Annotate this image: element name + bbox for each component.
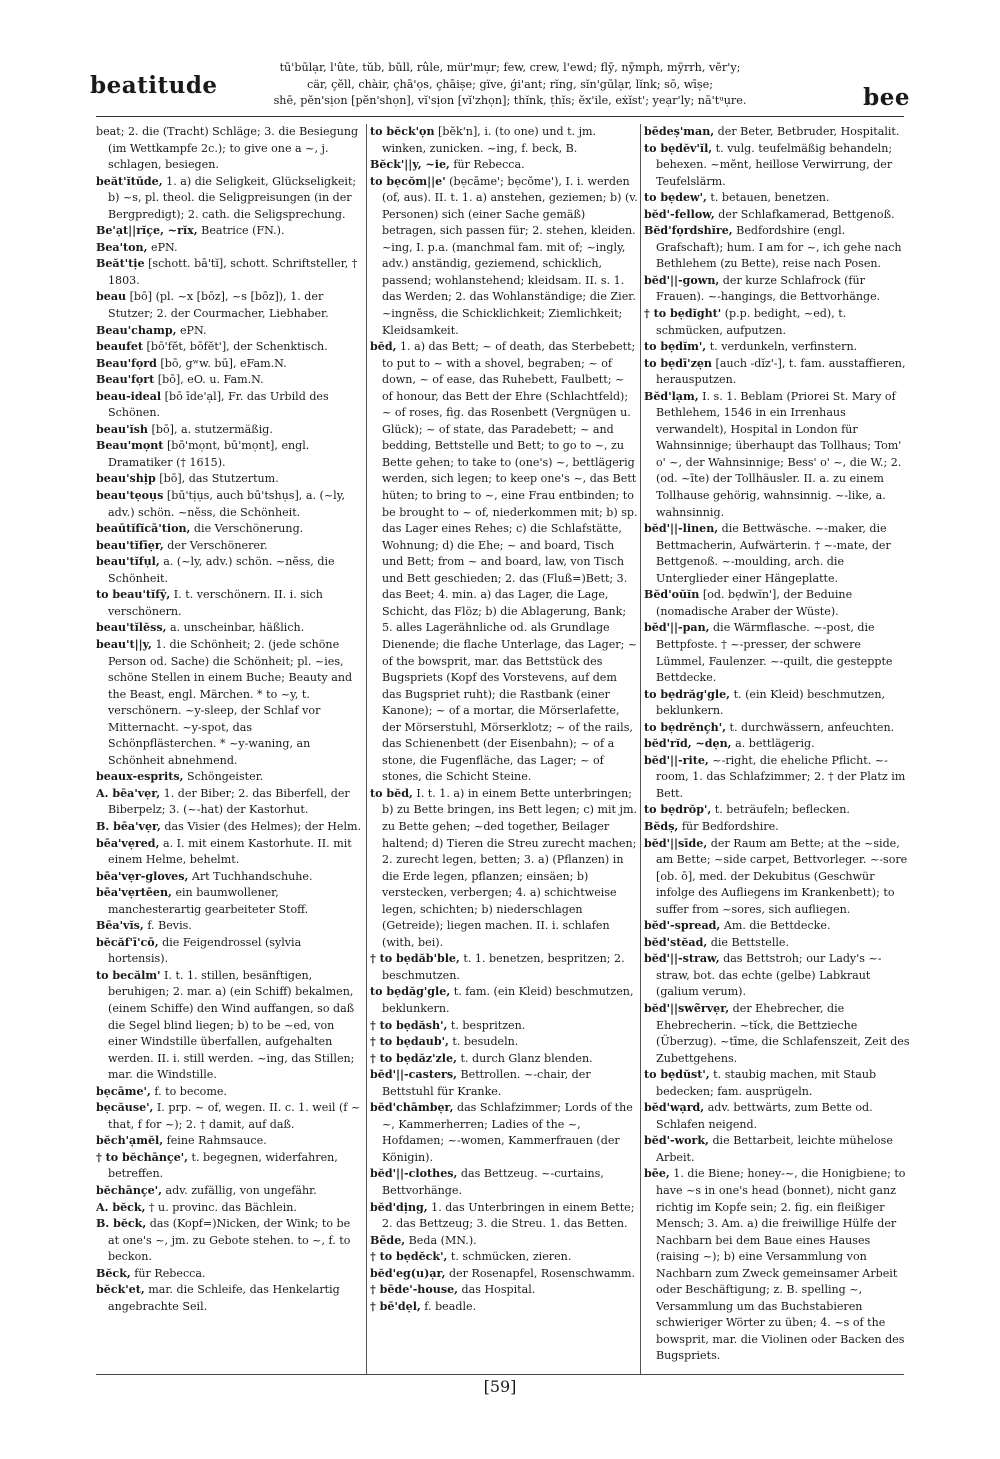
entry-definition: ~-right, die eheliche Pflicht. ~-room, 1. das Schlafzimmer; 2. † der Platz im Bett. [656, 753, 906, 800]
entry-definition: (p.p. bedight, ~ed), t. schmücken, aufputzen. [656, 307, 847, 337]
dictionary-entry [370, 786, 638, 951]
entry-headword: bĕd'rĭd, ~dẹn, [644, 737, 732, 751]
entry-definition: [bō, gʷw. bū], eFam.N. [156, 356, 287, 370]
entry-headword: † to bẹdaub', [370, 1035, 449, 1049]
entry-definition: der Verschönerer. [163, 538, 268, 552]
dictionary-entry [96, 1200, 364, 1217]
dictionary-entry [370, 1034, 638, 1051]
dictionary-entry [644, 190, 912, 207]
entry-headword: bĕd'chāmbẹr, [370, 1101, 454, 1115]
entry-definition: t. 1. benetzen, bespritzen; 2. beschmutzen. [382, 952, 625, 982]
entry-headword: Beăt'tịe [96, 257, 145, 271]
entry-definition: t. beträufeln; beflecken. [711, 803, 850, 817]
entry-headword: to bĕd, [370, 786, 413, 800]
entry-definition: [bō'fĕt, bōfĕt'], der Schenktisch. [143, 340, 328, 354]
entry-headword: beau'tẹoụs [96, 489, 164, 503]
column-divider [366, 124, 367, 1374]
entry-headword: bĕd'-spread, [644, 919, 721, 933]
dictionary-entry [370, 174, 638, 339]
dictionary-entry [96, 1266, 364, 1283]
entry-headword: bẹcāme', [96, 1084, 151, 1098]
entry-definition: ein baumwollener, manchesterartig gearbeiteter Stoff. [108, 886, 309, 916]
dictionary-entry [96, 471, 364, 488]
dictionary-entry [96, 1150, 364, 1183]
dictionary-entry [370, 1051, 638, 1068]
left-guide-word: beatitude [90, 72, 218, 99]
dictionary-entry [96, 1282, 364, 1315]
entry-definition: a. unscheinbar, häßlich. [166, 621, 305, 635]
column-left [96, 124, 364, 1369]
entry-definition: 1. a) die Seligkeit, Glückseligkeit; b) ~s, pl. theol. die Seligpreisungen (in der Bergpredigt); 2. cath. die Seligsprechung. [108, 174, 357, 221]
entry-headword: bĕd'||-linen, [644, 522, 719, 536]
entry-headword: B. bēa'vẹr, [96, 819, 161, 833]
entry-headword: † to bẹdĕck', [370, 1250, 448, 1264]
dictionary-entry [96, 869, 364, 886]
dictionary-entry [96, 422, 364, 439]
dictionary-entry [96, 769, 364, 786]
entry-definition: die Bettwäsche. ~-maker, die Bettmacherin, Aufwärterin. † ~-mate, der Bettgenoß. ~-moulding, arch. die Unterglieder einer Hängeplatte. [656, 522, 891, 585]
entry-definition: Am. die Bettdecke. [720, 919, 831, 933]
dictionary-entry [644, 389, 912, 521]
entry-headword: beau'ĭsh [96, 422, 148, 436]
entry-headword: Be'ạt||rĭçe, ~rĭx, [96, 224, 198, 238]
dictionary-entry [370, 1166, 638, 1199]
entry-definition: [bō īde'ạl], Fr. das Urbild des Schönen. [108, 389, 329, 420]
dictionary-entry [96, 1183, 364, 1200]
dictionary-entry [644, 1166, 912, 1365]
dictionary-entry [370, 157, 638, 174]
dictionary-entry [96, 1084, 364, 1101]
entry-definition: I. s. 1. Beblam (Priorei St. Mary of Bethlehem, 1546 in ein Irrenhaus verwandelt), Hospital in London für Wahnsinnige; überhaupt das Tollhaus; Tom' o' ~, der Wahnsinnige; Bess' o' ~, die W.; 2. (od. ~īte) der Tollhäusler. II. a. zu einem Tollhause gehörig, wahnsinnig. ~-like, a. wahnsinnig. [656, 389, 902, 519]
entry-headword: Bēa'vĭs, [96, 919, 144, 933]
dictionary-entry [644, 819, 912, 836]
entry-definition: das Bettzeug. ~-curtains, Bettvorhänge. [382, 1167, 604, 1197]
entry-headword: bĕd'-fellow, [644, 207, 715, 221]
entry-definition: t. vulg. teufelmäßig behandeln; behexen. ~mĕnt, heillose Verwirrung, der Teufelslärm. [656, 141, 893, 188]
entry-headword: Beau'champ, [96, 323, 177, 337]
dictionary-entry [96, 1216, 364, 1266]
entry-headword: Bĕd'fọrdshĭre, [644, 224, 733, 238]
dictionary-entry [644, 124, 912, 141]
dictionary-entry [370, 1233, 638, 1250]
dictionary-entry [644, 1133, 912, 1166]
entry-headword: to bẹcŏm||e' [370, 174, 446, 188]
entry-definition: [bō'mọnt, bū'mọnt], engl. Dramatiker († 1615). [108, 439, 310, 469]
dictionary-entry [370, 1266, 638, 1283]
dictionary-entry [644, 207, 912, 224]
dictionary-entry [370, 1100, 638, 1166]
dictionary-entry [644, 753, 912, 803]
dictionary-entry [96, 521, 364, 538]
entry-headword: to becălm' [96, 968, 161, 982]
entry-definition: Bedfordshire (engl. Grafschaft); hum. I am for ~, ich gehe nach Bethlehem (zu Bette), reise nach Posen. [656, 224, 902, 271]
entry-definition: I. t. 1. stillen, besänftigen, beruhigen; 2. mar. a) (ein Schiff) bekalmen, (einem Schiffe) den Wind auffangen, so daß die Segel blind liegen; b) to be ~ed, von einer Windstille überfallen, aufgehalten werden. II. i. still werden. ~ing, das Stillen; mar. die Windstille. [108, 968, 355, 1082]
entry-definition: der Schlafkamerad, Bettgenoß. [714, 207, 895, 221]
pronunciation-key-line: tū'būlạr, l'ûte, tŭb, bŭll, rûle, mür'mụr; few, crew, l'ewd; flȳ, nȳmph, mỹrrh, vĕr'y; [279, 61, 741, 74]
dictionary-entry [370, 984, 638, 1017]
dictionary-entry [370, 1067, 638, 1100]
entry-headword: to bẹdrăg'gle, [644, 687, 731, 701]
dictionary-entry [644, 951, 912, 1001]
entry-definition: beat; 2. die (Tracht) Schläge; 3. die Besiegung (im Wettkampfe 2c.); to give one a ~, j. schlagen, besiegen. [96, 125, 359, 172]
dictionary-entry [96, 620, 364, 637]
dictionary-entry [370, 1200, 638, 1233]
dictionary-entry [96, 389, 364, 422]
entry-definition: der Beter, Betbruder, Hospitalit. [714, 125, 900, 138]
dictionary-entry [96, 256, 364, 289]
entry-headword: Bea'ton, [96, 240, 148, 254]
dictionary-entry [96, 836, 364, 869]
entry-headword: beaufet [96, 340, 144, 354]
entry-definition: [schott. bā'tĭ], schott. Schriftsteller, † 1803. [108, 257, 358, 287]
entry-headword: bĕchānçe', [96, 1184, 162, 1197]
dictionary-entry [644, 521, 912, 587]
entry-headword: to bẹdŭst', [644, 1068, 710, 1082]
entry-headword: A. bēa'vẹr, [96, 786, 161, 800]
entry-definition: 1. das Unterbringen in einem Bette; 2. das Bettzeug; 3. die Streu. 1. das Betten. [382, 1200, 635, 1231]
entry-definition: [bō], a. stutzermäßig. [148, 422, 273, 436]
entry-definition: [od. bẹdwĭn'], der Beduine (nomadische Araber der Wüste). [656, 588, 853, 618]
entry-headword: A. bĕck, [96, 1200, 146, 1214]
dictionary-entry [96, 918, 364, 935]
entry-headword: to bĕck'ọn [370, 125, 435, 138]
entry-definition: [bĕk'n], i. (to one) und t. jm. winken, zunicken. ~ing, f. beck, B. [382, 125, 597, 155]
entry-definition: die Verschönerung. [190, 522, 304, 536]
entry-headword: Beau'fọrd [96, 356, 157, 370]
entry-headword: bĕd'||-casters, [370, 1068, 457, 1082]
entry-headword: † bēde'-house, [370, 1283, 458, 1297]
entry-headword: † to bẹdăsh', [370, 1018, 448, 1032]
dictionary-entry [644, 339, 912, 356]
dictionary-entry [644, 141, 912, 191]
entry-definition: 1. der Biber; 2. das Biberfell, der Biberpelz; 3. (~-hat) der Kastorhut. [108, 786, 350, 817]
entry-definition: a. (~ly, adv.) schön. ~nĕss, die Schönheit. [108, 555, 335, 585]
entry-definition: feine Rahmsauce. [163, 1134, 267, 1148]
entry-definition: t. schmücken, zieren. [447, 1250, 572, 1264]
entry-headword: bĕck'et, [96, 1283, 145, 1297]
entry-headword: Bĕck'||y, ~ie, [370, 158, 450, 172]
column-right [644, 124, 912, 1369]
entry-headword: to bẹdĭm', [644, 340, 707, 354]
entry-definition: das Schlafzimmer; Lords of the ~, Kammerherren; Ladies of the ~, Hofdamen; ~-women, Kammerfrauen (der Königin). [382, 1101, 633, 1164]
entry-definition: t. betauen, benetzen. [706, 191, 830, 205]
entry-headword: bĕd'||-pan, [644, 621, 710, 635]
dictionary-entry [370, 1282, 638, 1299]
entry-headword: beaux-esprits, [96, 770, 184, 784]
dictionary-entry [96, 885, 364, 918]
entry-headword: to bẹdrŏp', [644, 803, 712, 817]
entry-definition: Art Tuchhandschuhe. [188, 869, 313, 883]
entry-headword: beau [96, 290, 127, 304]
entry-definition: der Rosenapfel, Rosenschwamm. [445, 1266, 636, 1280]
dictionary-entry [644, 736, 912, 753]
dictionary-entry [644, 620, 912, 686]
dictionary-entry [644, 1100, 912, 1133]
dictionary-entry [644, 1001, 912, 1067]
entry-headword: beau'tĭfụl, [96, 555, 160, 569]
dictionary-entry [644, 1067, 912, 1100]
pronunciation-key-line: cär, çĕll, chàir, çhā'ọs, çhāiṣe; gïve, ǵi'ant; rĭng, sĭn'gūlạr, lĭnk; sō, wīṣe; [307, 78, 713, 91]
dictionary-entry [370, 1249, 638, 1266]
entry-headword: bĕd'||-rite, [644, 753, 709, 767]
entry-headword: bēa'vẹrtēen, [96, 886, 172, 900]
dictionary-entry [96, 372, 364, 389]
entry-definition: für Rebecca. [449, 158, 525, 172]
dictionary-entry [370, 1299, 638, 1316]
entry-definition: das (Kopf=)Nicken, der Wink; to be at one's ~, jm. zu Gebote stehen. to ~, f. to beckon. [108, 1217, 351, 1264]
entry-headword: bĕd'-work, [644, 1134, 709, 1148]
entry-headword: bĕcăf'ī'cō, [96, 935, 159, 949]
entry-definition: Bettrollen. ~-chair, der Bettstuhl für Kranke. [382, 1068, 591, 1098]
header-rule [96, 116, 904, 117]
dictionary-entry [96, 554, 364, 587]
entry-definition: das Bettstroh; our Lady's ~-straw, bot. das echte (gelbe) Labkraut (galium verum). [656, 952, 882, 999]
entry-headword: bĕd'||-gown, [644, 273, 720, 287]
entry-definition: † u. provinc. das Bächlein. [145, 1200, 297, 1214]
entry-definition: t. staubig machen, mit Staub bedecken; fam. ausprügeln. [656, 1068, 877, 1098]
column-middle [370, 124, 638, 1369]
entry-definition: für Rebecca. [130, 1266, 206, 1280]
entry-definition: a. bettlägerig. [731, 737, 815, 751]
entry-headword: bĕch'ạmĕl, [96, 1134, 164, 1148]
entry-definition: adv. bettwärts, zum Bette od. Schlafen neigend. [656, 1101, 873, 1131]
dictionary-entry [96, 587, 364, 620]
entry-definition: mar. die Schleife, das Henkelartig angebrachte Seil. [108, 1283, 340, 1313]
entry-headword: beau'tĭlĕss, [96, 621, 167, 635]
entry-headword: to bẹdew', [644, 191, 707, 205]
entry-headword: bĕd'wạrd, [644, 1101, 705, 1115]
dictionary-entry [96, 637, 364, 769]
entry-definition: (bẹcāme'; bẹcŏme'), I. i. werden (of, aus). II. t. 1. a) anstehen, geziemen; b) (v. Personen) sich (einer Sache gemäß) betragen, sich passen für; 2. stehen, kleiden. ~ing, I. p.a. (manchmal fam. mit of; ~ingly, adv.) anständig, geziemend, schicklich, passend; wohlanstehend; kleidsam. II. s. 1. das Werden; 2. das Wohlanständige; die Zier. ~ingnĕss, die Schicklichkeit; Ziemlichkeit; Kleidsamkeit. [382, 174, 638, 337]
entry-definition: der Raum am Bette; at the ~side, am Bette; ~side carpet, Bettvorleger. ~-sore [ob. ō], med. der Dekubitus (Geschwür infolge des Aufliegens im Krankenbett); to suffer from ~sores, sich aufliegen. [656, 836, 908, 916]
entry-headword: beaūtĭfĭcā'tion, [96, 522, 191, 536]
entry-headword: bĕd, [370, 340, 397, 354]
dictionary-entry [96, 1133, 364, 1150]
entry-definition: adv. zufällig, von ungefähr. [161, 1184, 317, 1197]
entry-headword: beau'shịp [96, 472, 156, 486]
entry-definition: der Ehebrecher, die Ehebrecherin. ~tĭck, die Bettzieche (Überzug). ~tīme, die Schlafenszeit, Zeit des Zubettgehens. [656, 1001, 910, 1065]
entry-headword: Beau'fọrt [96, 373, 155, 387]
dictionary-entry [96, 786, 364, 819]
dictionary-entry [644, 802, 912, 819]
entry-definition: f. to become. [150, 1084, 227, 1098]
entry-definition: 1. die Schönheit; 2. (jede schöne Person od. Sache) die Schönheit; pl. ~ies, schöne Stellen in einem Buche; Beauty and the Beast, engl. Märchen. * to ~y, t. verschönern. ~y-sleep, der Schlaf vor Mitternacht. ~y-spot, das Schönpflästerchen. * ~y-waning, an Schönheit abnehmend. [108, 637, 353, 767]
footer-rule [96, 1374, 904, 1375]
entry-headword: beau'tĭfīẹr, [96, 538, 164, 552]
entry-definition: t. fam. (ein Kleid) beschmutzen, beklunkern. [382, 985, 634, 1015]
entry-definition: [auch -dĭz'-], t. fam. ausstaffieren, herausputzen. [656, 356, 906, 387]
right-guide-word: bee [863, 84, 910, 111]
entry-definition: das Hospital. [458, 1283, 536, 1297]
entry-headword: bĕd'stĕad, [644, 935, 708, 949]
entry-definition: die Wärmflasche. ~-post, die Bettpfoste. † ~-presser, der schwere Lümmel, Faulenzer. ~-quilt, die gesteppte Bettdecke. [656, 621, 893, 685]
pronunciation-key-line: shē, pĕn'sịon [pĕn'shọn], vĭ'sịon [vĭ'zhọn]; thĭnk, ṭhĭs; ĕx'ile, eẋĭst'; yeạr'ly; nā'tᵘụre. [273, 94, 747, 107]
dictionary-entry [370, 1018, 638, 1035]
dictionary-entry [644, 356, 912, 389]
entry-headword: † to bẹdĭght' [644, 307, 722, 321]
entry-definition: t. (ein Kleid) beschmutzen, beklunkern. [656, 687, 886, 718]
entry-headword: bĕd'eg(u)ạr, [370, 1266, 446, 1280]
entry-definition: f. beadle. [420, 1299, 477, 1313]
entry-definition: I. prp. ~ of, wegen. II. c. 1. weil (f ~ that, f for ~); 2. † damit, auf daß. [108, 1101, 361, 1131]
entry-headword: bĕd'||swẽrvẹr, [644, 1001, 730, 1015]
dictionary-entry [644, 720, 912, 737]
dictionary-entry [644, 273, 912, 306]
entry-headword: Bĕdṣ, [644, 819, 679, 833]
entry-definition: die Bettarbeit, leichte mühelose Arbeit. [656, 1134, 893, 1164]
dictionary-entry [96, 356, 364, 373]
entry-headword: bĕd'||-straw, [644, 952, 720, 966]
entry-headword: bēa'vẹr-gloves, [96, 869, 189, 883]
entry-headword: bĕd'dịng, [370, 1200, 428, 1214]
entry-headword: Bĕck, [96, 1266, 131, 1280]
entry-headword: Beau'mọnt [96, 439, 164, 453]
entry-definition: ePN. [176, 323, 207, 337]
entry-headword: † bē'dẹl, [370, 1299, 421, 1313]
entry-headword: † to bĕchānçe', [96, 1150, 189, 1164]
entry-headword: beau't||y, [96, 637, 152, 651]
entry-definition: das Visier (des Helmes); der Helm. [160, 819, 362, 833]
entry-definition: t. begegnen, widerfahren, betreffen. [108, 1150, 338, 1181]
dictionary-entry [96, 488, 364, 521]
entry-headword: † to bẹdăz'zle, [370, 1051, 457, 1065]
dictionary-entry [96, 124, 364, 174]
dictionary-entry [644, 935, 912, 952]
entry-definition: Beatrice (FN.). [197, 224, 285, 238]
entry-headword: B. bĕck, [96, 1217, 147, 1231]
entry-headword: to bẹdăg'gle, [370, 985, 451, 999]
entry-definition: I. t. verschönern. II. i. sich verschönern. [108, 588, 323, 618]
entry-headword: bēe, [644, 1167, 670, 1181]
dictionary-entry [644, 306, 912, 339]
entry-headword: to beau'tĭfȳ, [96, 588, 171, 602]
entry-headword: bēa'vẹred, [96, 836, 160, 850]
entry-headword: Bēde, [370, 1233, 406, 1247]
dictionary-entry [96, 819, 364, 836]
dictionary-entry [96, 174, 364, 224]
entry-headword: to bẹdĕv'ĭl, [644, 141, 713, 155]
entry-definition: 1. die Biene; honey-~, die Honigbiene; to have ~s in one's head (bonnet), nicht ganz richtig im Kopfe sein; 2. fig. ein fleißiger Mensch; 3. Am. a) die freiwillige Hülfe der Nachbarn bei dem Baue eines Hauses (raising ~); b) eine Versammlung von Nachbarn zum Zweck gemeinsamer Arbeit oder Beschäftigung; z. B. spelling ~, Versammlung um das Buchstabieren schwieriger Wörter zu üben; 4. ~s of the bowsprit, mar. die Violinen oder Backen des Bugspriets. [656, 1167, 906, 1363]
entry-headword: bĕd'||-clothes, [370, 1167, 458, 1181]
entry-definition: die Bettstelle. [707, 935, 790, 949]
entry-definition: Beda (MN.). [405, 1233, 477, 1247]
entry-headword: Bĕd'oŭĭn [644, 588, 700, 602]
entry-definition: [bō], das Stutzertum. [155, 472, 279, 486]
dictionary-entry [96, 339, 364, 356]
column-divider [640, 124, 641, 1374]
entry-definition: [bō] (pl. ~x [bōz], ~s [bōz]), 1. der Stutzer; 2. der Courmacher, Liebhaber. [108, 290, 329, 321]
entry-definition: I. t. 1. a) in einem Bette unterbringen; b) zu Bette bringen, ins Bett legen; c) mit jm. zu Bette gehen; ~ded together, Beilager haltend; d) Tieren die Streu zurecht machen; 2. zurecht legen, betten; 3. a) (Pflanzen) in die Erde legen, pflanzen; einsäen; b) verstecken, verbergen; 4. a) schichtweise legen, schichten; b) niederschlagen (Getreide); liegen machen. II. i. schlafen (with, bei). [382, 786, 638, 949]
dictionary-entry [96, 223, 364, 240]
entry-definition: t. verdunkeln, verfinstern. [706, 340, 858, 354]
dictionary-entry [644, 918, 912, 935]
entry-definition: t. durch Glanz blenden. [456, 1051, 593, 1065]
entry-definition: t. bespritzen. [447, 1018, 526, 1032]
dictionary-entry [370, 339, 638, 786]
dictionary-entry [96, 968, 364, 1084]
entry-definition: [bō], eO. u. Fam.N. [154, 373, 264, 387]
entry-definition: t. besudeln. [448, 1035, 519, 1049]
dictionary-entry [644, 587, 912, 620]
dictionary-entry [96, 935, 364, 968]
entry-headword: beăt'ĭtūde, [96, 174, 163, 188]
entry-headword: bĕd'||sīde, [644, 836, 708, 850]
entry-definition: Schöngeister. [183, 770, 264, 784]
dictionary-entry [96, 538, 364, 555]
dictionary-entry [96, 323, 364, 340]
entry-headword: to bẹdrĕnçh', [644, 720, 727, 734]
entry-definition: für Bedfordshire. [678, 819, 779, 833]
entry-definition: a. I. mit einem Kastorhute. II. mit einem Helme, behelmt. [108, 836, 352, 867]
dictionary-entry [96, 240, 364, 257]
entry-definition: die Feigendrossel (sylvia hortensis). [108, 935, 302, 966]
entry-definition: f. Bevis. [143, 919, 192, 933]
entry-definition: der kurze Schlafrock (für Frauen). ~-hangings, die Bettvorhänge. [656, 273, 881, 304]
dictionary-entry [370, 951, 638, 984]
entry-headword: beau-ideal [96, 389, 162, 403]
entry-definition: 1. a) das Bett; ~ of death, das Sterbebett; to put to ~ with a shovel, begraben; ~ of down, ~ of ease, das Ruhebett, Faulbett; ~ of honour, das Bett der Ehre (Schlachtfeld); ~ of roses, fig. das Rosenbett (Vergnügen u. Glück); ~ of state, das Paradebett; ~ and bedding, Bettstelle und Bett; to go to ~, zu Bette gehen; to take to (one's) ~, bettlägerig werden, sich legen; to keep one's ~, das Bett hüten; to bring to ~, eine Frau entbinden; to be brought to ~ of, niederkommen mit; b) sp. das Lager eines Rehes; c) die Schlafstätte, Wohnung; d) die Ehe; ~ and board, Tisch und Bett; from ~ and board, law, von Tisch und Bett geschieden; 2. das (Fluß=)Bett; 3. das Beet; 4. min. a) das Lager, die Lage, Schicht, das Flöz; b) die Ablagerung, Bank; 5. alles Lagerähnliche od. als Grundlage Dienende; die flache Unterlage, das Lager; ~ of the bowsprit, mar. das Bettstück des Bugspriets (Kopf des Vorstevens, auf dem das Bugspriet ruht); die Rastbank (einer Kanone); ~ of a mortar, die Mörserlafette, der Mörserstuhl, Mörserklotz; ~ of the rails, das Schienenbett (der Eisenbahn); ~ of a stone, die Fugenfläche, das Lager; ~ of stones, die Schicht Steine. [382, 340, 638, 784]
dictionary-entry [96, 438, 364, 471]
dictionary-entry [370, 124, 638, 157]
dictionary-entry [644, 223, 912, 273]
dictionary-entry [96, 289, 364, 322]
page-number: [59] [483, 1377, 517, 1396]
dictionary-entry [96, 1100, 364, 1133]
entry-definition: ePN. [147, 240, 178, 254]
entry-headword: to bẹdī'zẹn [644, 356, 712, 370]
entry-definition: t. durchwässern, anfeuchten. [726, 720, 895, 734]
dictionary-entry [644, 836, 912, 919]
entry-headword: bẹcăuse', [96, 1101, 154, 1115]
entry-headword: Bĕd'lạm, [644, 389, 699, 403]
entry-headword: † to bẹdăb'ble, [370, 952, 460, 966]
dictionary-entry [644, 687, 912, 720]
entry-headword: bēdeṣ'man, [644, 125, 715, 138]
entry-definition: [bū'tịụs, auch bū'tshụs], a. (~ly, adv.) schön. ~nĕss, die Schönheit. [108, 489, 346, 519]
